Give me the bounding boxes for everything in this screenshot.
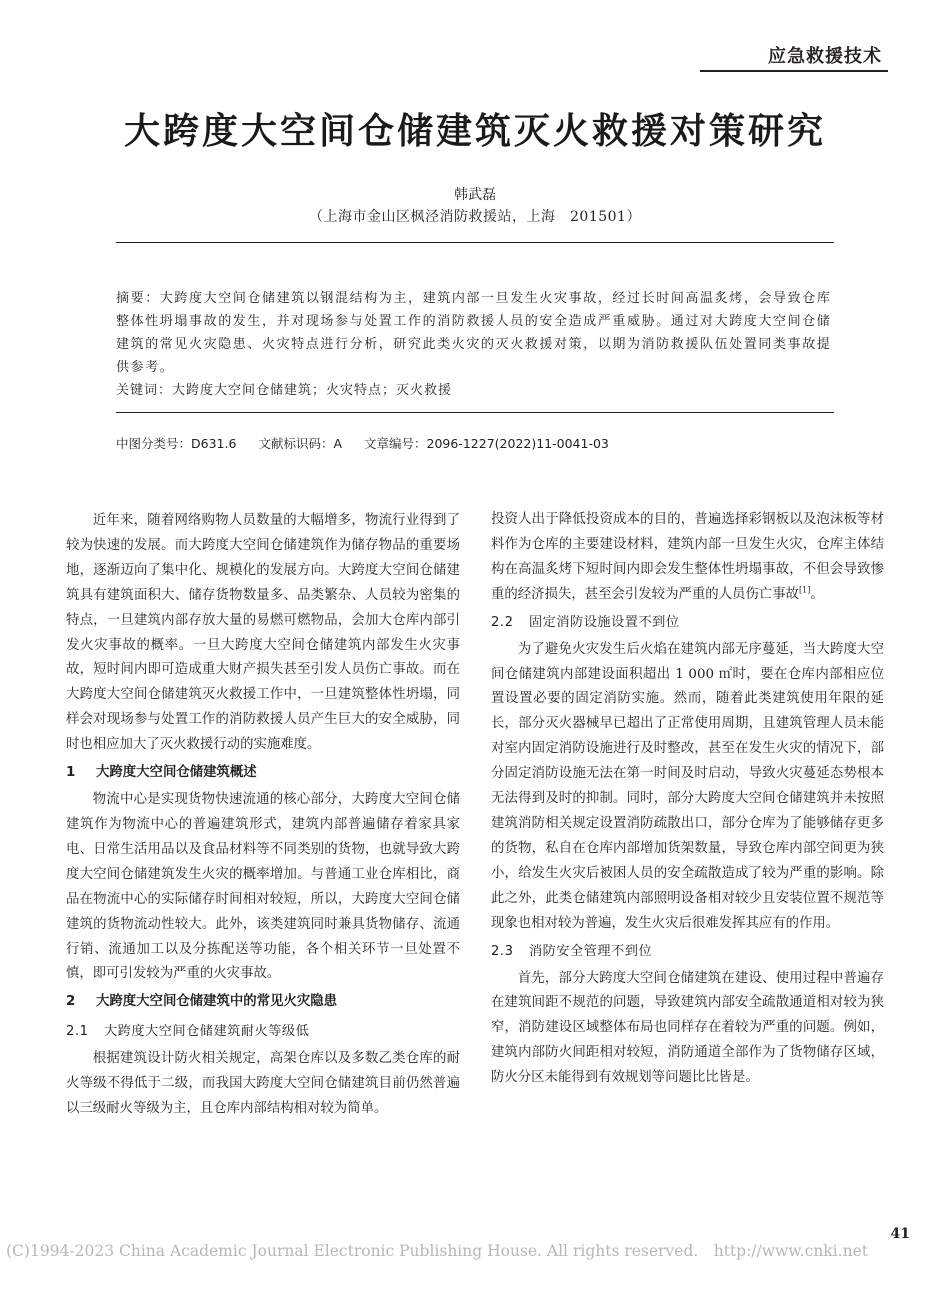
intro-paragraph: 近年来，随着网络购物人员数量的大幅增多，物流行业得到了较为快速的发展。而大跨度大空间仓储建筑作为储存物品的重要场地，逐渐迈向了集中化、规模化的发展方向。大跨度大空间仓储建筑具有建筑面积大、储存货物数量多、品类繁杂、人员较为密集的特点，一旦建筑内部存放大量的易燃可燃物品，会加大仓库内部引发火灾事故的概率。一旦大跨度大空间仓储建筑内部发生火灾事故，短时间内即可造成重大财产损失甚至引发人员伤亡事故。而在大跨度大空间仓储建筑灭火救援工作中，一旦建筑整体性坍塌，同样会对现场参与处置工作的消防救援人员产生巨大的安全威胁，同时也相应加大了灭火救援行动的实施难度。 [66, 513, 460, 753]
author: 韩武磊 [454, 187, 496, 203]
abstract-block [116, 287, 834, 402]
article-no-value: 2096-1227(2022)11-0041-03 [426, 436, 609, 451]
section-2-1-continuation [491, 508, 884, 608]
keywords-text: 大跨度大空间仓储建筑；火灾特点；灭火救援 [172, 383, 453, 398]
section-1-number: 1 [66, 765, 76, 781]
section-2-1-number: 2.1 [66, 1024, 89, 1040]
section-2-3-heading [491, 937, 884, 967]
section-2-2-heading [491, 608, 884, 638]
section-2-title: 大跨度大空间仓储建筑中的常见火灾隐患 [96, 994, 338, 1010]
article-no-label: 文章编号： [364, 436, 427, 451]
header-rule [700, 70, 888, 72]
section-1-heading [66, 758, 460, 788]
keywords-line [116, 379, 834, 402]
section-2-2-paragraph: 为了避免火灾发生后火焰在建筑内部无序蔓延，当大跨度大空间仓储建筑内部建设面积超出 1 000 ㎡时，要在仓库内部相应位置设置必要的固定消防实施。然而，随着此类建筑使用年限的延长，部分灭火器械早已超出了正常使用周期，且建筑管理人员未能对室内固定消防设施进行及时整改，甚至在发生火灾的情况下，部分固定消防设施无法在第一时间及时启动，导致火灾蔓延态势根本无法得到及时的抑制。同时，部分大跨度大空间仓储建筑并未按照建筑消防相关规定设置消防疏散出口，部分仓库为了能够储存更多的货物，私自在仓库内部增加货架数量，导致仓库内部空间更为狭小，给发生火灾后被困人员的安全疏散造成了较为严重的影响。除此之外，此类仓储建筑内部照明设备相对较少且安装位置不规范等现象也相对较为普遍，发生火灾后很难发挥其应有的作用。 [491, 641, 884, 931]
body-column-left [66, 509, 460, 1122]
body-column-right [491, 508, 884, 1091]
column-tag: 应急救援技术 [768, 46, 882, 67]
abstract-label: 摘要： [116, 291, 160, 306]
section-2-3-paragraph: 首先，部分大跨度大空间仓储建筑在建设、使用过程中普遍存在建筑间距不规范的问题，导致建筑内部安全疏散通道相对较为狭窄，消防建设区域整体布局也同样存在着较为严重的问题。例如，建筑内部防火间距相对较短，消防通道全部作为了货物储存区域，防火分区未能得到有效规划等问题比比皆是。 [491, 970, 884, 1086]
page-number: 41 [890, 1226, 910, 1242]
section-1-paragraph: 物流中心是实现货物快速流通的核心部分，大跨度大空间仓储建筑作为物流中心的普遍建筑形式，建筑内部普遍储存着家具家电、日常生活用品以及食品材料等不同类别的货物，也就导致大跨度大空间仓储建筑发生火灾的概率增加。与普通工业仓库相比，商品在物流中心的实际储存时间相对较短，所以，大跨度大空间仓储建筑的货物流动性较大。此外，该类建筑同时兼具货物储存、流通行销、流通加工以及分拣配送等功能，各个相关环节一旦处置不慎，即可引发较为严重的火灾事故。 [66, 792, 460, 982]
abstract-text: 大跨度大空间仓储建筑以钢混结构为主，建筑内部一旦发生火灾事故，经过长时间高温炙烤，会导致仓库整体性坍塌事故的发生，并对现场参与处置工作的消防救援人员的安全造成严重威胁。通过对大跨度大空间仓储建筑的常见火灾隐患、火灾特点进行分析，研究此类火灾的灭火救援对策，以期为消防救援队伍处置同类事故提供参考。 [116, 291, 832, 375]
section-1-title: 大跨度大空间仓储建筑概述 [96, 765, 257, 781]
section-2-2-title: 固定消防设施设置不到位 [529, 614, 680, 630]
section-2-1-continuation-text: 投资人出于降低投资成本的目的，普遍选择彩钢板以及泡沫板等材料作为仓库的主要建设材料，建筑内部一旦发生火灾，仓库主体结构在高温炙烤下短时间内即会发生整体性坍塌事故，不但会导致惨重的经济损失，甚至会引发较为严重的人员伤亡事故 [491, 512, 884, 602]
classification-line [116, 434, 609, 452]
affiliation: （上海市金山区枫泾消防救援站，上海 201501） [309, 209, 641, 225]
section-2-1-end: 。 [810, 586, 824, 602]
doc-code-value: A [333, 436, 343, 451]
section-2-1-heading [66, 1017, 460, 1047]
abstract-rule-bottom [116, 412, 834, 413]
section-2-1-title: 大跨度大空间仓储建筑耐火等级低 [104, 1024, 310, 1040]
section-2-number: 2 [66, 994, 76, 1010]
section-2-1-paragraph: 根据建筑设计防火相关规定，高架仓库以及多数乙类仓库的耐火等级不得低于二级，而我国大跨度大空间仓储建筑目前仍然普遍以三级耐火等级为主，且仓库内部结构相对较为简单。 [66, 1051, 460, 1117]
footer-copyright: (C)1994-2023 China Academic Journal Electronic Publishing House. All rights reserved. http://www.cnki.net [6, 1242, 868, 1260]
section-2-2-number: 2.2 [491, 614, 514, 630]
abstract-rule-top [116, 242, 834, 243]
doc-code-label: 文献标识码： [258, 436, 334, 451]
section-2-3-title: 消防安全管理不到位 [529, 943, 653, 959]
page-title: 大跨度大空间仓储建筑灭火救援对策研究 [123, 110, 826, 152]
keywords-label: 关键词： [116, 383, 173, 398]
clc-label: 中图分类号： [116, 436, 192, 451]
section-2-3-number: 2.3 [491, 943, 514, 959]
citation-ref: [1] [798, 585, 811, 595]
abstract-paragraph [116, 287, 834, 379]
clc-value: D631.6 [191, 436, 237, 451]
section-2-heading [66, 987, 460, 1017]
